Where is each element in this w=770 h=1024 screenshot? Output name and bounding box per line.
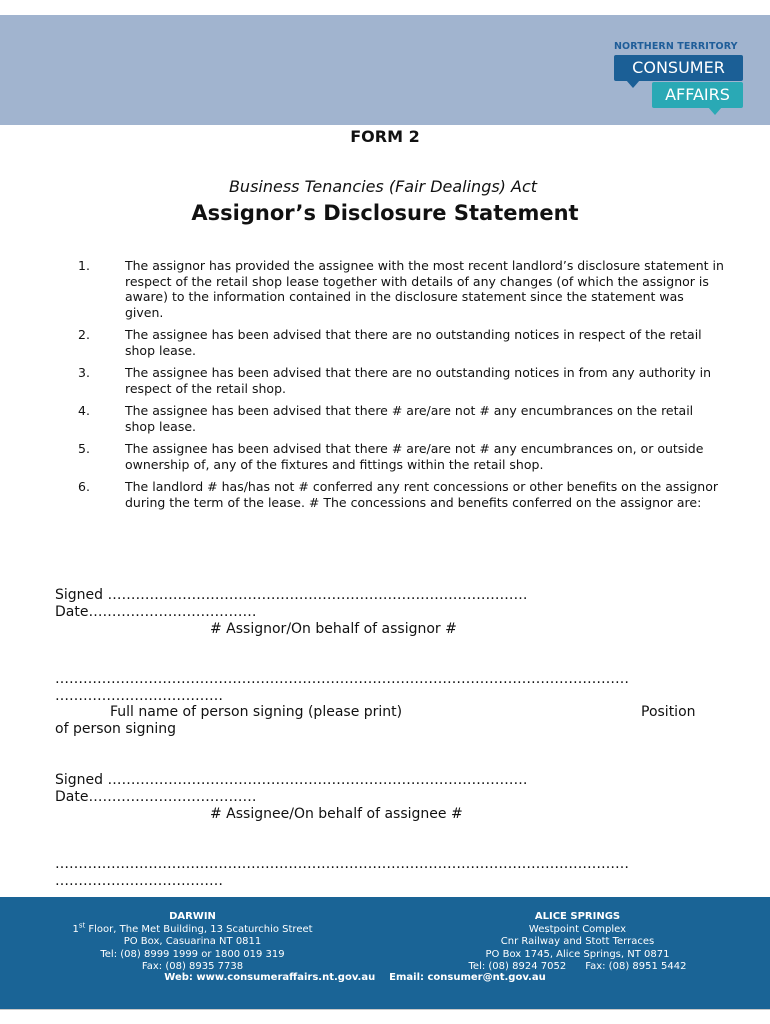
- clause-text: The assignee has been advised that there # are/are not # any encumbrances on, or outside ownership of, any of the fixtures and fittings within the retail shop.: [125, 441, 704, 472]
- clause-number: 6.: [78, 479, 90, 494]
- logo-affairs: AFFAIRS: [652, 82, 743, 108]
- alice-springs-office: [440, 911, 715, 974]
- assignor-date-line[interactable]: Date………………………………: [55, 604, 257, 620]
- clause-text: The assignee has been advised that there are no outstanding notices in from any authority in respect of the retail shop.: [125, 365, 711, 396]
- position-caption: Position: [641, 704, 696, 720]
- logo-consumer: CONSUMER: [614, 55, 743, 81]
- assignee-caption: # Assignee/On behalf of assignee #: [210, 806, 463, 822]
- logo-northern-territory: NORTHERN TERRITORY: [614, 41, 738, 52]
- bottom-rule: [0, 1009, 770, 1010]
- clause-text: The landlord # has/has not # conferred any rent concessions or other benefits on the assignor during the term of the lease. # The concessions and benefits conferred on the assignor are:: [125, 479, 719, 510]
- footer-contact-band: [0, 897, 770, 1009]
- full-name-dots-line-cont[interactable]: ………………………………: [55, 688, 223, 704]
- position-caption-cont: of person signing: [55, 721, 176, 737]
- darwin-heading: DARWIN: [169, 911, 216, 922]
- clause-4: [78, 403, 728, 441]
- alice-heading: ALICE SPRINGS: [534, 911, 621, 922]
- clause-number: 4.: [78, 403, 90, 418]
- darwin-po-box: PO Box, Casuarina NT 0811: [123, 936, 262, 947]
- clause-5: [78, 441, 728, 479]
- darwin-tel: Tel: (08) 8999 1999 or 1800 019 319: [100, 948, 285, 960]
- clause-number: 3.: [78, 365, 90, 380]
- clause-text: The assignee has been advised that there are no outstanding notices in respect of the retail shop lease.: [125, 327, 702, 358]
- darwin-office: [40, 911, 345, 974]
- website-link[interactable]: Web: www.consumeraffairs.nt.gov.au: [164, 972, 376, 983]
- assignee-signed-line[interactable]: Signed ………………………………………………………………………………: [55, 772, 528, 788]
- clause-number: 5.: [78, 441, 90, 456]
- logo-consumer-tail: [626, 80, 640, 88]
- clause-list: [78, 258, 728, 529]
- clause-number: 1.: [78, 258, 90, 273]
- footer-web-email: [0, 972, 710, 983]
- darwin-address: 1st Floor, The Met Building, 13 Scaturchio Street: [72, 921, 313, 935]
- alice-building: Westpoint Complex: [528, 923, 627, 935]
- alice-tel-fax: Tel: (08) 8924 7052 Fax: (08) 8951 5442: [468, 961, 687, 972]
- assignee-date-line[interactable]: Date………………………………: [55, 789, 257, 805]
- consumer-affairs-logo: [612, 38, 747, 120]
- document-title: Assignor’s Disclosure Statement: [191, 201, 579, 225]
- full-name-dots-line[interactable]: ……………………………………………………………………………………………………………: [55, 671, 629, 687]
- alice-street: Cnr Railway and Stott Terraces: [500, 936, 655, 947]
- assignor-caption: # Assignor/On behalf of assignor #: [210, 621, 457, 637]
- full-name-caption: Full name of person signing (please print): [110, 704, 403, 720]
- clause-2: [78, 327, 728, 365]
- logo-affairs-tail: [708, 107, 722, 115]
- clause-3: [78, 365, 728, 403]
- clause-text: The assignee has been advised that there # are/are not # any encumbrances on the retail shop lease.: [125, 403, 694, 434]
- assignee-name-dots-line[interactable]: ……………………………………………………………………………………………………………: [55, 856, 629, 872]
- clause-number: 2.: [78, 327, 90, 342]
- assignee-name-dots-line-cont[interactable]: ………………………………: [55, 873, 223, 889]
- alice-po-box: PO Box 1745, Alice Springs, NT 0871: [485, 948, 670, 960]
- clause-6: [78, 479, 728, 529]
- email-link[interactable]: Email: consumer@nt.gov.au: [389, 972, 546, 983]
- clause-text: The assignor has provided the assignee with the most recent landlord’s disclosure statement in respect of the retail shop lease together with details of any changes (of which the assignor is aware) to the information contained in the disclosure statement since the statement was given.: [125, 258, 724, 320]
- act-title: Business Tenancies (Fair Dealings) Act: [228, 177, 538, 196]
- darwin-fax: Fax: (08) 8935 7738: [141, 961, 244, 972]
- form-number: FORM 2: [350, 127, 420, 146]
- clause-1: [78, 258, 728, 320]
- assignor-signed-line[interactable]: Signed ………………………………………………………………………………: [55, 587, 528, 603]
